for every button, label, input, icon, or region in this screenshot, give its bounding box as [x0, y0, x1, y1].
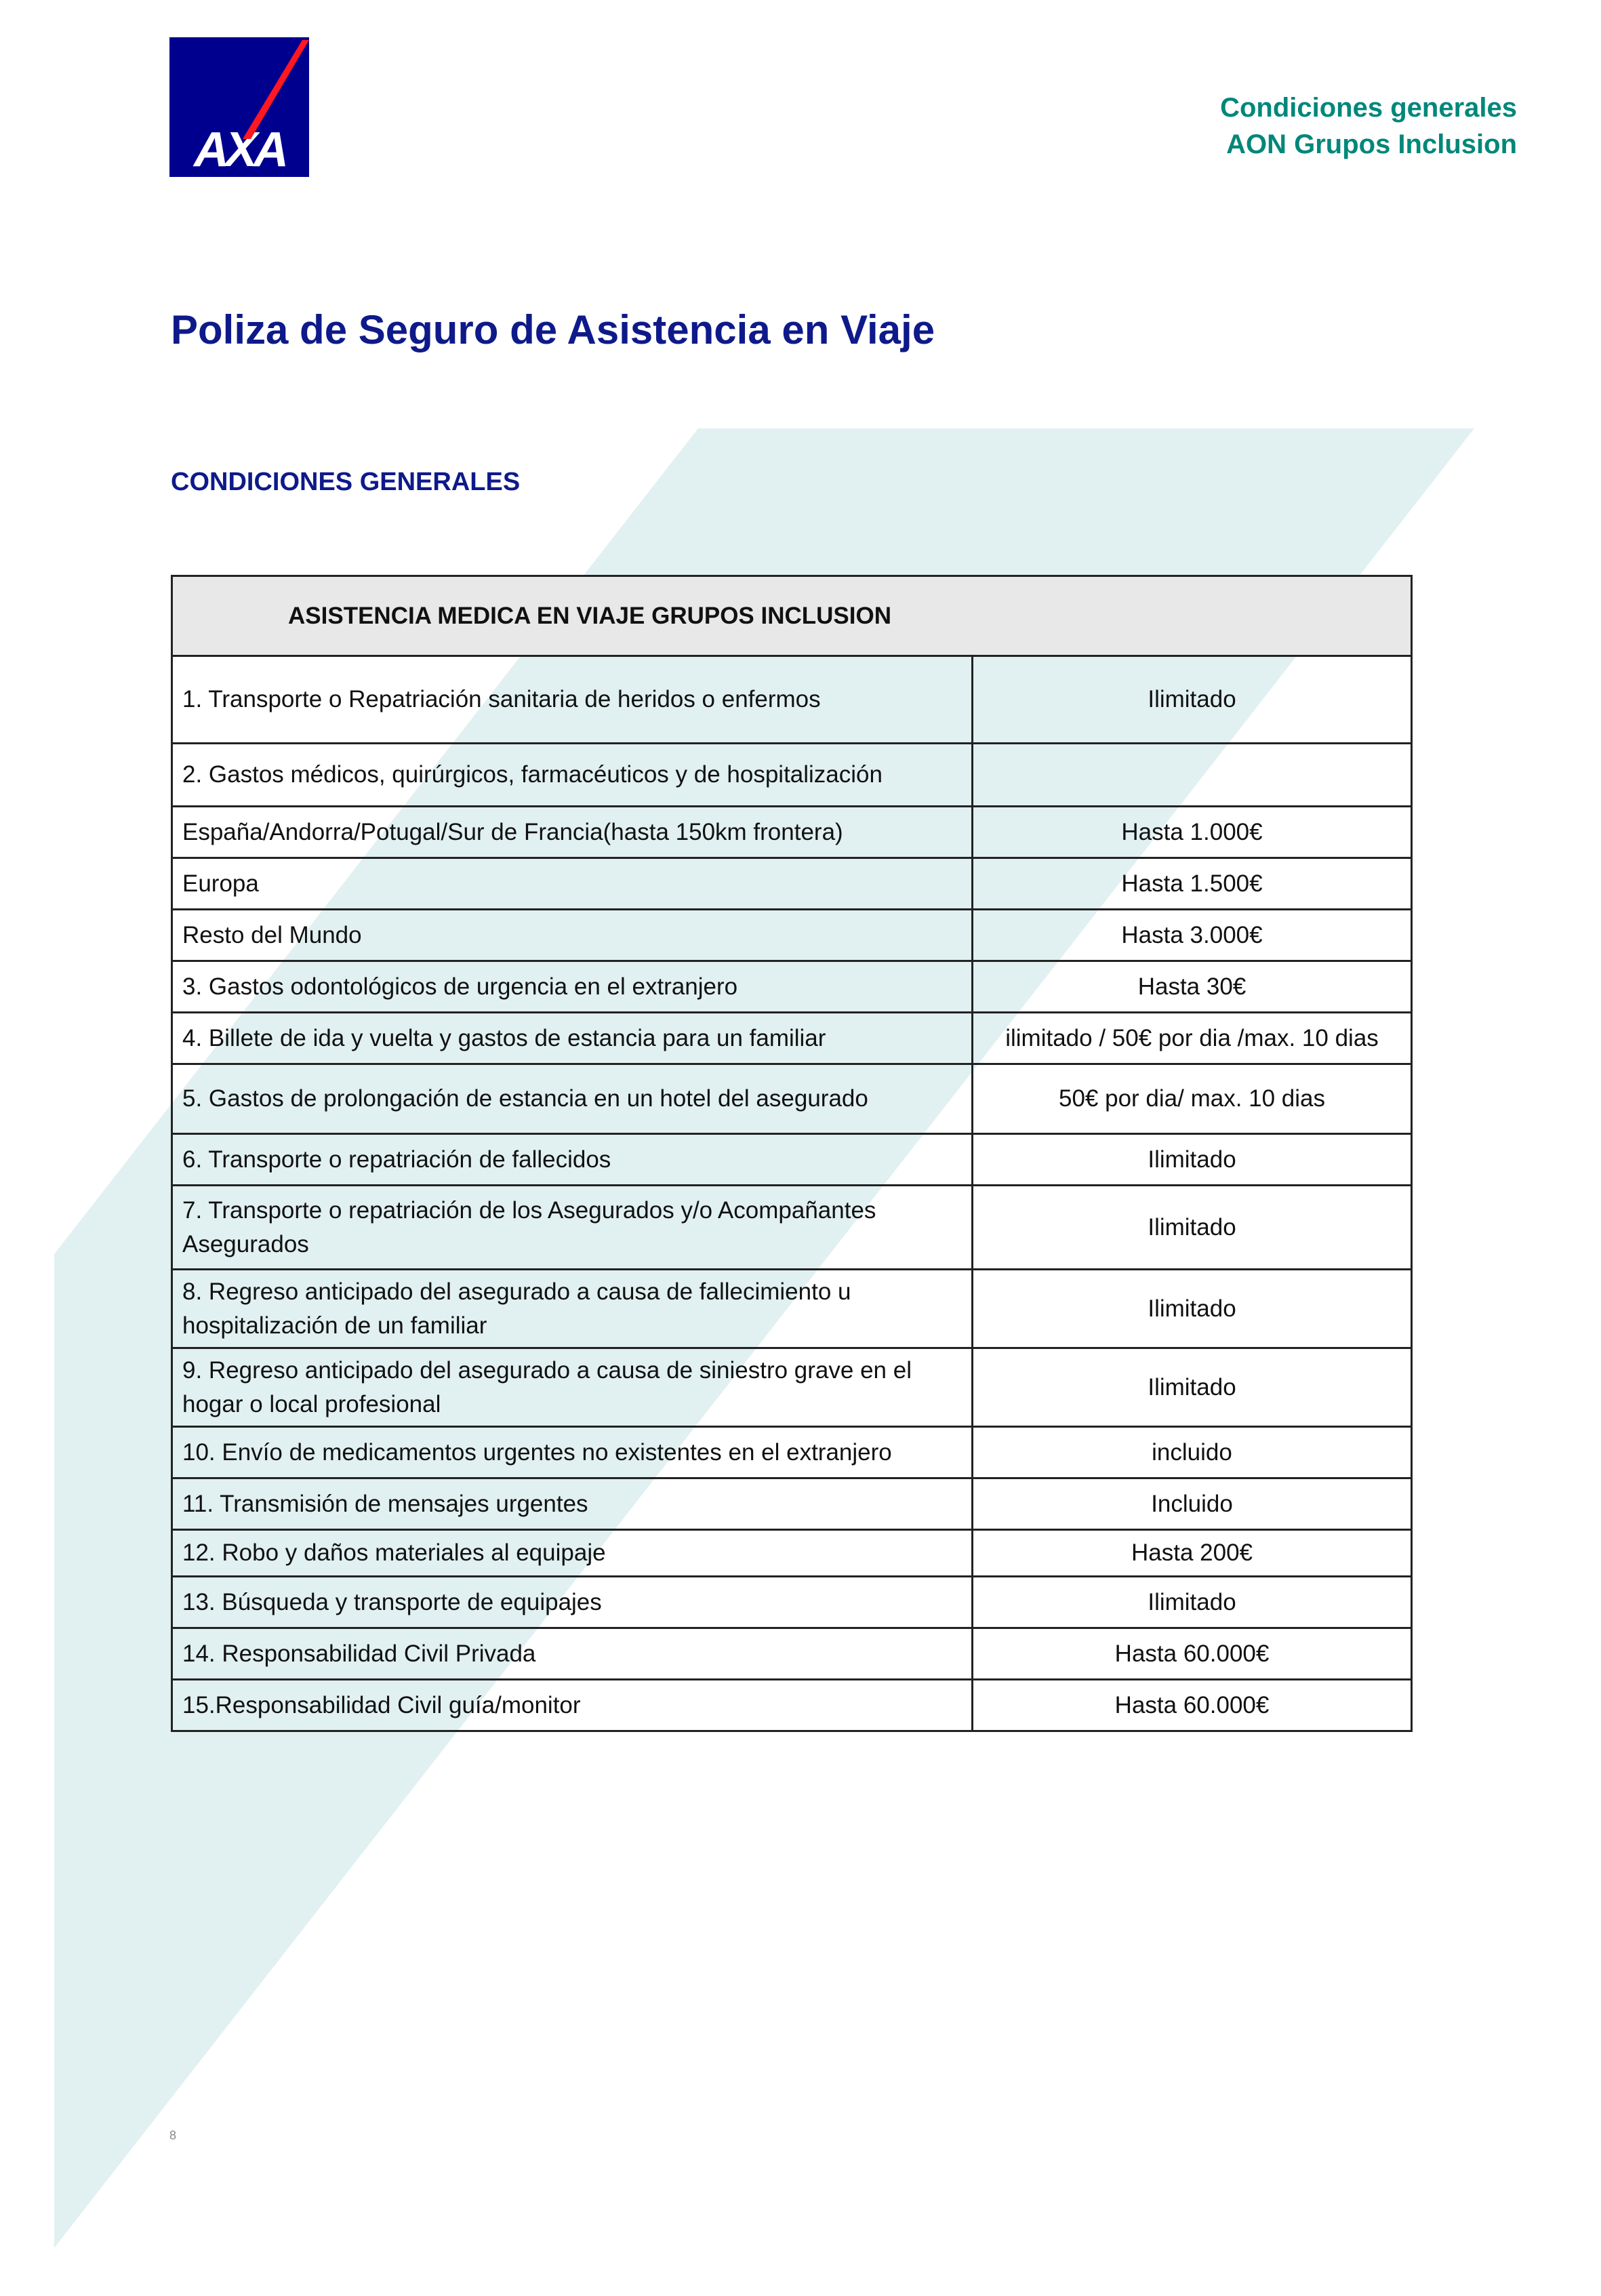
coverage-value: [973, 744, 1412, 807]
coverage-label: 9. Regreso anticipado del asegurado a causa de siniestro grave en el hogar o local profesional: [172, 1348, 973, 1427]
coverage-label: 4. Billete de ida y vuelta y gastos de estancia para un familiar: [172, 1013, 973, 1064]
table-header: ASISTENCIA MEDICA EN VIAJE GRUPOS INCLUSION: [172, 576, 1412, 656]
coverage-label: 1. Transporte o Repatriación sanitaria de heridos o enfermos: [172, 656, 973, 744]
table-row: [172, 1134, 1412, 1186]
table-row: [172, 1348, 1412, 1427]
table-row: [172, 961, 1412, 1013]
table-row: [172, 1628, 1412, 1680]
coverage-value: Hasta 3.000€: [973, 910, 1412, 961]
coverage-label: 13. Búsqueda y transporte de equipajes: [172, 1577, 973, 1628]
table-row: [172, 656, 1412, 744]
table-row: [172, 1013, 1412, 1064]
coverage-label: 15.Responsabilidad Civil guía/monitor: [172, 1680, 973, 1731]
coverage-value: Ilimitado: [973, 1348, 1412, 1427]
coverage-label: 5. Gastos de prolongación de estancia en un hotel del asegurado: [172, 1064, 973, 1134]
svg-text:AXA: AXA: [193, 123, 285, 177]
page-title: Poliza de Seguro de Asistencia en Viaje: [171, 307, 935, 353]
coverage-label: 2. Gastos médicos, quirúrgicos, farmacéuticos y de hospitalización: [172, 744, 973, 807]
table-row: [172, 1270, 1412, 1348]
table-row: [172, 1064, 1412, 1134]
table-row: [172, 858, 1412, 910]
coverage-value: Incluido: [973, 1478, 1412, 1530]
coverage-value: 50€ por dia/ max. 10 dias: [973, 1064, 1412, 1134]
coverage-label: 8. Regreso anticipado del asegurado a causa de fallecimiento u hospitalización de un familiar: [172, 1270, 973, 1348]
coverage-value: Ilimitado: [973, 656, 1412, 744]
coverage-value: Ilimitado: [973, 1186, 1412, 1270]
coverage-value: Hasta 200€: [973, 1530, 1412, 1577]
coverage-label: 3. Gastos odontológicos de urgencia en el extranjero: [172, 961, 973, 1013]
coverage-table: [171, 575, 1413, 1732]
coverage-value: Ilimitado: [973, 1134, 1412, 1186]
page-number: 8: [169, 2129, 177, 2142]
table-row: [172, 807, 1412, 858]
coverage-label: 14. Responsabilidad Civil Privada: [172, 1628, 973, 1680]
table-row: [172, 1427, 1412, 1478]
axa-logo: [169, 37, 309, 177]
document-header: [1220, 89, 1517, 163]
coverage-value: Ilimitado: [973, 1577, 1412, 1628]
coverage-label: Europa: [172, 858, 973, 910]
coverage-value: incluido: [973, 1427, 1412, 1478]
table-row: [172, 1577, 1412, 1628]
coverage-value: Hasta 60.000€: [973, 1628, 1412, 1680]
coverage-label: 11. Transmisión de mensajes urgentes: [172, 1478, 973, 1530]
table-row: [172, 1186, 1412, 1270]
coverage-label: 10. Envío de medicamentos urgentes no existentes en el extranjero: [172, 1427, 973, 1478]
section-heading: CONDICIONES GENERALES: [171, 468, 521, 496]
header-line-2: AON Grupos Inclusion: [1226, 129, 1517, 159]
coverage-value: ilimitado / 50€ por dia /max. 10 dias: [973, 1013, 1412, 1064]
coverage-value: Hasta 30€: [973, 961, 1412, 1013]
table-row: [172, 910, 1412, 961]
table-row: [172, 744, 1412, 807]
coverage-label: Resto del Mundo: [172, 910, 973, 961]
coverage-label: 12. Robo y daños materiales al equipaje: [172, 1530, 973, 1577]
coverage-value: Hasta 60.000€: [973, 1680, 1412, 1731]
table-row: [172, 1478, 1412, 1530]
coverage-value: Hasta 1.500€: [973, 858, 1412, 910]
coverage-value: Ilimitado: [973, 1270, 1412, 1348]
header-line-1: Condiciones generales: [1220, 93, 1517, 123]
coverage-label: 7. Transporte o repatriación de los Asegurados y/o Acompañantes Asegurados: [172, 1186, 973, 1270]
table-row: [172, 1530, 1412, 1577]
coverage-value: Hasta 1.000€: [973, 807, 1412, 858]
coverage-label: 6. Transporte o repatriación de fallecidos: [172, 1134, 973, 1186]
table-header-row: [172, 576, 1412, 656]
coverage-label: España/Andorra/Potugal/Sur de Francia(hasta 150km frontera): [172, 807, 973, 858]
table-row: [172, 1680, 1412, 1731]
